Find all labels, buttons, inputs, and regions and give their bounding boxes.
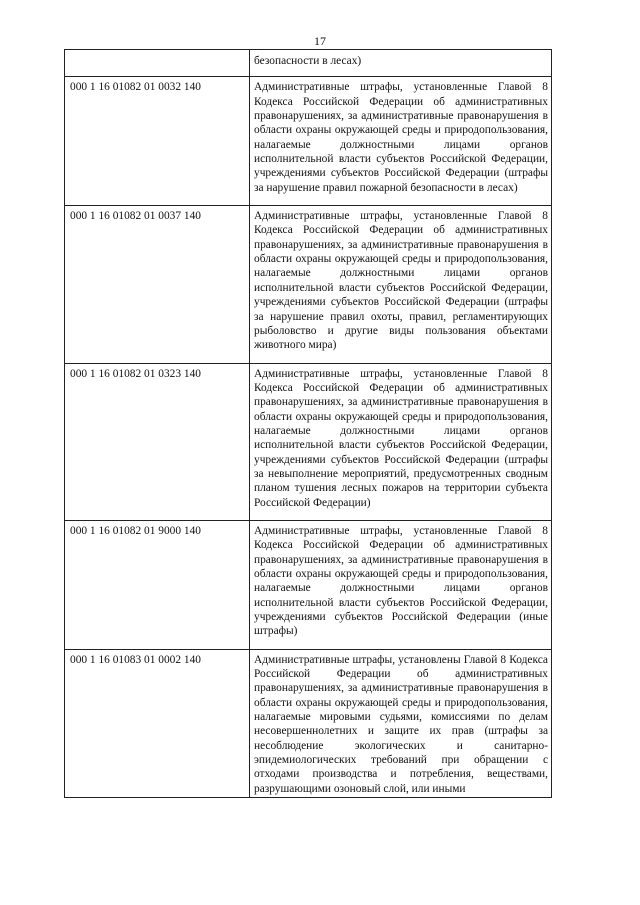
description-cell: безопасности в лесах) <box>250 50 552 77</box>
page-number: 17 <box>314 34 326 48</box>
table-row <box>65 77 552 206</box>
table-row <box>65 50 552 77</box>
code-cell <box>65 50 250 77</box>
code-cell: 000 1 16 01083 01 0002 140 <box>65 649 250 797</box>
code-cell: 000 1 16 01082 01 9000 140 <box>65 520 250 649</box>
code-cell: 000 1 16 01082 01 0037 140 <box>65 206 250 363</box>
table-row <box>65 206 552 363</box>
table-row <box>65 649 552 797</box>
description-cell: Административные штрафы, установленные Главой 8 Кодекса Российской Федерации об административных правонарушениях, за административные правонарушения в области охраны окружающей среды и природопользования, налагаемые должностными лицами органов исполнительной власти субъектов Российской Федерации, учреждениями субъектов Российской Федерации (штрафы за нарушение правил пожарной безопасности в лесах) <box>250 77 552 206</box>
description-cell: Административные штрафы, установленные Главой 8 Кодекса Российской Федерации об административных правонарушениях, за административные правонарушения в области охраны окружающей среды и природопользования, налагаемые должностными лицами органов исполнительной власти субъектов Российской Федерации, учреждениями субъектов Российской Федерации (иные штрафы) <box>250 520 552 649</box>
description-cell: Административные штрафы, установленные Главой 8 Кодекса Российской Федерации об административных правонарушениях, за административные правонарушения в области охраны окружающей среды и природопользования, налагаемые должностными лицами органов исполнительной власти субъектов Российской Федерации, учреждениями субъектов Российской Федерации (штрафы за невыполнение мероприятий, предусмотренных сводным планом тушения лесных пожаров на территории субъекта Российской Федерации) <box>250 363 552 520</box>
budget-classification-table <box>64 49 552 798</box>
description-cell: Административные штрафы, установленные Главой 8 Кодекса Российской Федерации об административных правонарушениях, за административные правонарушения в области охраны окружающей среды и природопользования, налагаемые должностными лицами органов исполнительной власти субъектов Российской Федерации, учреждениями субъектов Российской Федерации (штрафы за нарушение правил охоты, правил, регламентирующих рыболовство и другие виды пользования объектами животного мира) <box>250 206 552 363</box>
description-cell: Административные штрафы, установлены Главой 8 Кодекса Российской Федерации об административных правонарушениях, за административные правонарушения в области охраны окружающей среды и природопользования, налагаемые мировыми судьями, комиссиями по делам несовершеннолетних и защите их прав (штрафы за несоблюдение экологических и санитарно-эпидемиологических требований при обращении с отходами производства и потребления, веществами, разрушающими озоновый слой, или иными <box>250 649 552 797</box>
code-cell: 000 1 16 01082 01 0032 140 <box>65 77 250 206</box>
table-row <box>65 363 552 520</box>
code-cell: 000 1 16 01082 01 0323 140 <box>65 363 250 520</box>
table-row <box>65 520 552 649</box>
